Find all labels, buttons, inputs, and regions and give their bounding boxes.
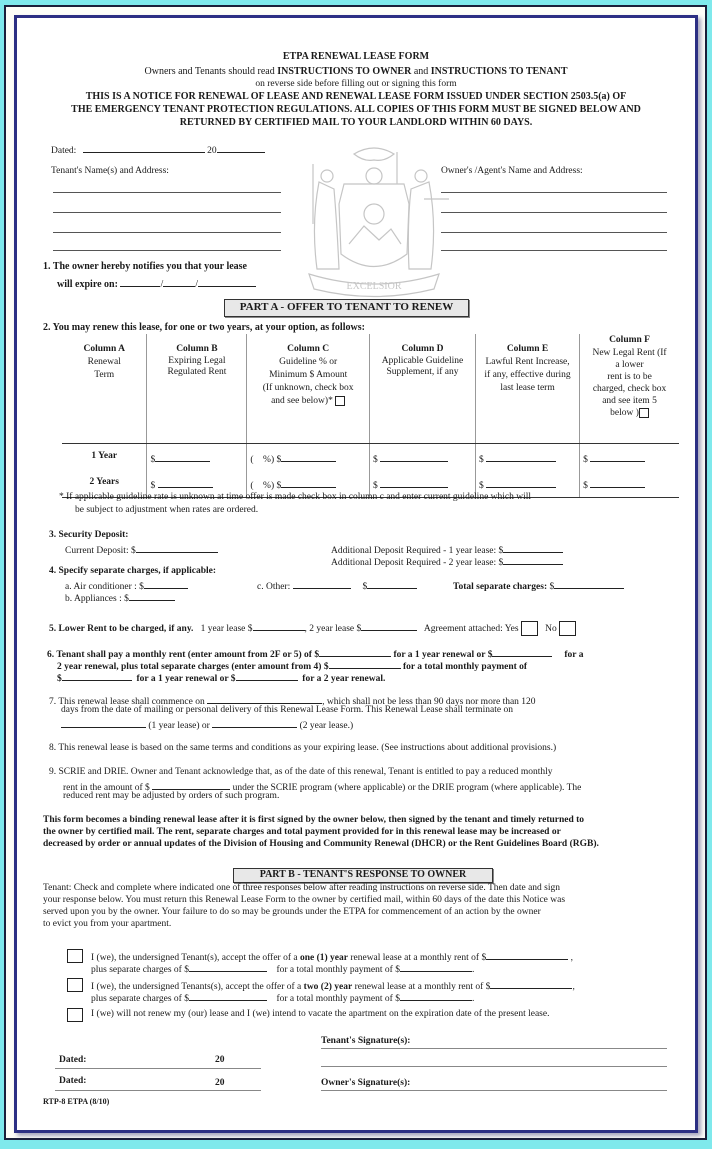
cell-d: $ [369,444,475,474]
increase-1yr-input[interactable] [486,451,556,462]
total-payment-2yr-input[interactable] [236,670,298,681]
tenant-address-line-2[interactable] [53,212,281,213]
option2-total-input[interactable] [400,990,472,1001]
option-not-renew-checkbox[interactable] [67,1008,83,1022]
guideline-unknown-checkbox[interactable] [335,396,345,406]
part-b-intro-line2: your response below. You must return this Renewal Lease Form to the owner by certified mail, within 60 days of the date this Notice was [43,895,566,905]
item5-row: 5. Lower Rent to be charged, if any. 1 year lease $ , 2 year lease $ Agreement attached: Yes No [49,620,576,636]
monthly-rent-1yr-input[interactable] [319,646,391,657]
other-description-input[interactable] [293,578,351,589]
dated-tenant-label: Dated: [59,1055,87,1065]
term-1-year: 1 Year [91,451,118,461]
air-conditioner-input[interactable] [144,578,188,589]
guideline-1yr-input[interactable] [281,451,336,462]
binding-line1: This form becomes a binding renewal lease after it is first signed by the owner below, then signed by the tenant and timely returned to [43,815,585,825]
agreement-no-checkbox[interactable] [559,621,576,636]
monthly-rent-2yr-input[interactable] [492,646,552,657]
lower-rent-2yr-input[interactable] [361,620,417,631]
owner-address-label: Owner's /Agent's Name and Address: [441,166,583,176]
rent-table-header [62,334,679,444]
cell-f: $ [580,473,679,498]
owner-address-line-2[interactable] [441,212,667,213]
part-b-intro-line3: served upon you by the owner. Your failure to do so may be grounds under the ETPA for commencement of an action by the owner [43,907,541,917]
option1-line2: plus separate charges of $ for a total monthly payment of $ . [91,961,474,975]
cell-f: $ [580,444,679,474]
dated-label: Dated: [51,146,77,156]
item6-line2: 2 year renewal, plus total separate charges (enter amount from 4) $ for a total monthly payment of [57,658,527,672]
expire-year-input[interactable] [198,276,256,287]
tenant-signature-label: Tenant's Signature(s): [321,1036,411,1046]
scrie-amount-input[interactable] [152,779,230,790]
expire-label: will expire on: [57,279,118,290]
date-separator: / [195,279,198,290]
part-a-header: PART A - OFFER TO TENANT TO RENEW [224,299,469,317]
commence-date-input[interactable] [207,693,322,704]
total-separate-charges-input[interactable] [554,578,624,589]
item7-line3: (1 year lease) or (2 year lease.) [61,717,353,731]
notice-line2: THE EMERGENCY TENANT PROTECTION REGULATIONS. ALL COPIES OF THIS FORM MUST BE SIGNED BELOW AND [71,104,641,115]
option1-line1: I (we), the undersigned Tenant(s), accept the offer of a one (1) year renewal lease at a monthly rent of $ , [91,949,573,963]
total-charges-input[interactable] [329,658,401,669]
footnote-line2: be subject to adjustment when rates are ordered. [75,505,259,515]
column-d-header: Column D Applicable Guideline Supplement, if any [369,334,475,444]
cell-c: ( %) $ [247,444,370,474]
dated-input[interactable] [83,142,205,153]
guideline-2yr-input[interactable] [281,477,336,488]
table-row [62,444,679,474]
item9-line3: reduced rent may be adjusted by orders of such program. [63,791,280,801]
increase-2yr-input[interactable] [486,477,556,488]
column-e-header: Column E Lawful Rent Increase, if any, effective during last lease term [476,334,580,444]
tenant-signature-line-1[interactable] [321,1048,667,1049]
option-1-year-checkbox[interactable] [67,949,83,963]
expire-month-input[interactable] [120,276,160,287]
terminate-1yr-input[interactable] [61,717,146,728]
part-b-intro-line1: Tenant: Check and complete where indicated one of three responses below after reading instructions on reverse side. Then date and sign [43,883,560,893]
additional-deposit-2yr-input[interactable] [503,554,563,565]
option-2-year-checkbox[interactable] [67,978,83,992]
dated-tenant-year: 20 [215,1055,225,1065]
agreement-yes-checkbox[interactable] [521,621,538,636]
instructions-text: and [411,66,431,77]
option2-rent-input[interactable] [490,978,572,989]
terminate-2yr-input[interactable] [212,717,297,728]
new-rent-1yr-input[interactable] [590,451,645,462]
item7-line2: days from the date of mailing or personal delivery of this Renewal Lease Form. This Renewal Lease shall terminate on [61,705,513,715]
instructions-line2: on reverse side before filling out or signing this form [255,79,457,89]
instructions-owner-link: INSTRUCTIONS TO OWNER [277,66,412,77]
current-deposit: Current Deposit: $ [65,542,218,556]
cell-b: $ [147,444,247,474]
date-separator: / [160,279,164,290]
owner-signature-label: Owner's Signature(s): [321,1078,411,1088]
instructions-line1 [17,66,695,77]
tenant-address-label: Tenant's Name(s) and Address: [51,166,169,176]
year-prefix: 20 [207,146,217,156]
cell-d: $ [369,473,475,498]
new-rent-2yr-input[interactable] [590,477,645,488]
supplement-2yr-input[interactable] [380,477,448,488]
form-code: RTP-8 ETPA (8/10) [43,1097,110,1106]
tenant-address-line-4[interactable] [53,250,281,251]
dated-tenant-line[interactable] [55,1068,261,1069]
item4-label: 4. Specify separate charges, if applicable: [49,566,217,576]
notice-line1: THIS IS A NOTICE FOR RENEWAL OF LEASE AND RENEWAL LEASE FORM ISSUED UNDER SECTION 2503.5(a) OF [85,91,627,102]
appliances-charge: b. Appliances : $ [65,590,175,604]
column-f-header: Column F New Legal Rent (If a lower rent is to be charged, check box and see item 5 below ) [580,334,679,444]
option1-total-input[interactable] [400,961,472,972]
item1-text: 1. The owner hereby notifies you that your lease [43,261,247,272]
cell-e: $ [476,473,580,498]
dated-owner-line[interactable] [55,1090,261,1091]
cell-c: ( %) $ [247,473,370,498]
notice-line3: RETURNED BY CERTIFIED MAIL TO YOUR LANDLORD WITHIN 60 DAYS. [179,117,533,128]
owner-address-line-1[interactable] [441,192,667,193]
dated-owner-label: Dated: [59,1076,87,1086]
form-page [14,15,698,1133]
owner-address-line-3[interactable] [441,232,667,233]
total-separate-charges: Total separate charges: $ [453,578,624,592]
tenant-address-line-1[interactable] [53,192,281,193]
rent-table [62,334,679,498]
tenant-address-line-3[interactable] [53,232,281,233]
option1-separate-charges-input[interactable] [189,961,267,972]
dated-field [51,142,265,156]
additional-deposit-1yr: Additional Deposit Required - 1 year lease: $ [331,542,563,556]
cell-e: $ [476,444,580,474]
form-title: ETPA RENEWAL LEASE FORM [282,51,430,62]
total-payment-1yr-input[interactable] [62,670,132,681]
item3-label: 3. Security Deposit: [49,530,129,540]
term-2-years: 2 Years [62,473,147,498]
cell-b: $ [147,473,247,498]
part-b-header: PART B - TENANT'S RESPONSE TO OWNER [233,868,493,883]
option3-text: I (we) will not renew my (our) lease and I (we) intend to vacate the apartment on the expiration date of the present lease. [91,1009,550,1019]
part-b-intro-line4: to evict you from your apartment. [43,919,172,929]
instructions-tenant-link: INSTRUCTIONS TO TENANT [430,66,568,77]
column-c-header: Column C Guideline % or Minimum $ Amount (If unknown, check box and see below)* [247,334,370,444]
appliances-input[interactable] [129,590,175,601]
option1-rent-input[interactable] [486,949,568,960]
lower-rent-checkbox[interactable] [639,408,649,418]
expire-day-input[interactable] [163,276,195,287]
expiring-rent-1yr-input[interactable] [155,451,210,462]
new-york-state-seal-icon [299,144,449,304]
additional-deposit-1yr-input[interactable] [503,542,563,553]
item1-expire [57,276,256,290]
option2-line1: I (we), the undersigned Tenants(s), accept the offer of a two (2) year renewal lease at a monthly rent of $ , [91,978,575,992]
supplement-1yr-input[interactable] [380,451,448,462]
option2-separate-charges-input[interactable] [189,990,267,1001]
current-deposit-input[interactable] [136,542,218,553]
additional-deposit-2yr: Additional Deposit Required - 2 year lease: $ [331,554,563,568]
item6-line3: $ for a 1 year renewal or $ for a 2 year renewal. [57,670,385,684]
item6-line1: 6. Tenant shall pay a monthly rent (enter amount from 2F or 5) of $ for a 1 year renewal or $ for a [47,646,583,660]
footnote-line1: * If applicable guideline rate is unknown at time offer is made check box in column c and enter current guideline which will [59,492,532,502]
item9-line1: 9. SCRIE and DRIE. Owner and Tenant acknowledge that, as of the date of this renewal, Tenant is entitled to pay a reduced monthly [49,767,553,777]
dated-owner-year: 20 [215,1078,225,1088]
column-a-header: Column A Renewal Term [62,334,147,444]
air-conditioner-charge: a. Air conditioner : $ [65,578,188,592]
lower-rent-1yr-input[interactable] [253,620,305,631]
owner-address-line-4[interactable] [441,250,667,251]
item2-text: 2. You may renew this lease, for one or two years, at your option, as follows: [43,322,365,333]
instructions-text: Owners and Tenants should read [144,66,278,77]
tenant-signature-line-2[interactable] [321,1066,667,1067]
option2-line2: plus separate charges of $ for a total monthly payment of $ . [91,990,474,1004]
expiring-rent-2yr-input[interactable] [158,477,213,488]
svg-text:EXCELSIOR: EXCELSIOR [346,281,402,292]
other-amount-input[interactable] [367,578,417,589]
binding-line3: decreased by order or annual updates of the Division of Housing and Community Renewal (DHCR) or the Rent Guidelines Board (RGB). [43,839,599,849]
column-b-header: Column B Expiring Legal Regulated Rent [147,334,247,444]
binding-line2: the owner by certified mail. The rent, separate charges and total payment provided for in this renewal lease may be increased or [43,827,561,837]
item9-line2: rent in the amount of $ under the SCRIE program (where applicable) or the DRIE program (where applicable). The [63,779,581,793]
item8-text: 8. This renewal lease is based on the same terms and conditions as your expiring lease. (See instructions about additional provisions.) [49,743,557,753]
item7-line1: 7. This renewal lease shall commence on , which shall not be less than 90 days nor more than 120 [49,693,536,707]
owner-signature-line[interactable] [321,1090,667,1091]
year-input[interactable] [217,142,265,153]
other-charge: c. Other: $ [257,578,417,592]
